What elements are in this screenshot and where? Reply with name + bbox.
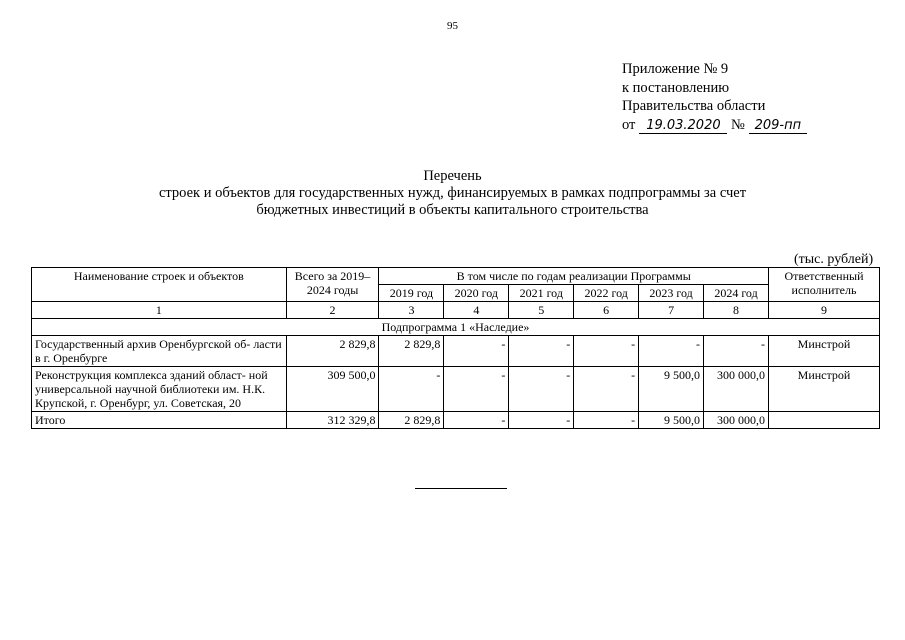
subprogram-title: Подпрограмма 1 «Наследие» [32,319,880,336]
total-label: Итого [32,412,287,429]
year-total: - [444,412,509,429]
column-number: 3 [379,302,444,319]
date-prefix: от [622,116,636,133]
title-line-2: строек и объектов для государственных нужд, финансируемых в рамках подпрограммы за счет [158,185,747,201]
year-value: 300 000,0 [704,367,769,412]
column-number: 4 [444,302,509,319]
appendix-line-3: Правительства области [622,98,766,114]
page-number: 95 [447,20,458,32]
table-row [32,367,880,412]
subprogram-row [32,319,880,336]
object-total: 2 829,8 [286,336,379,367]
column-number: 2 [286,302,379,319]
year-total: 2 829,8 [379,412,444,429]
title-line-1: Перечень [423,168,482,184]
year-value: 9 500,0 [639,367,704,412]
year-value: 2 829,8 [379,336,444,367]
handwritten-date: 19.03.2020 [639,119,727,134]
separator-line [415,488,507,489]
column-number: 6 [574,302,639,319]
objects-table [31,267,880,429]
year-value: - [444,336,509,367]
year-value: - [639,336,704,367]
year-value: - [509,367,574,412]
title-line-3: бюджетных инвестиций в объекты капитального строительства [256,202,649,218]
year-total: - [574,412,639,429]
year-total: 300 000,0 [704,412,769,429]
object-name: Реконструкция комплекса зданий област- ной универсальной научной библиотеки им. Н.К. Крупской, г. Оренбург, ул. Советская, 20 [32,367,287,412]
header-year: 2024 год [704,285,769,302]
object-responsible: Минстрой [768,367,879,412]
year-value: - [574,367,639,412]
year-value: - [509,336,574,367]
column-number: 9 [768,302,879,319]
header-total: Всего за 2019– 2024 годы [286,268,379,302]
year-value: - [704,336,769,367]
column-number: 8 [704,302,769,319]
total-responsible [768,412,879,429]
header-year: 2021 год [509,285,574,302]
header-by-years: В том числе по годам реализации Программы [379,268,768,285]
header-year: 2020 год [444,285,509,302]
column-numbers-row [32,302,880,319]
object-total: 309 500,0 [286,367,379,412]
column-number: 1 [32,302,287,319]
number-prefix: № [731,116,745,133]
year-total: - [509,412,574,429]
units-label: (тыс. рублей) [794,252,874,267]
column-number: 5 [509,302,574,319]
object-responsible: Минстрой [768,336,879,367]
appendix-date-line [622,116,807,135]
year-value: - [379,367,444,412]
appendix-line-2: к постановлению [622,79,730,96]
header-responsible: Ответственный исполнитель [768,268,879,302]
header-name: Наименование строек и объектов [32,268,287,302]
header-row-1 [32,268,880,285]
header-year: 2022 год [574,285,639,302]
handwritten-number: 209-пп [749,119,807,134]
grand-total: 312 329,8 [286,412,379,429]
year-total: 9 500,0 [639,412,704,429]
header-year: 2023 год [639,285,704,302]
appendix-block [622,60,807,134]
column-number: 7 [639,302,704,319]
appendix-line-1: Приложение № 9 [622,61,729,77]
table-row [32,336,880,367]
document-title [0,168,905,219]
year-value: - [574,336,639,367]
total-row [32,412,880,429]
header-year: 2019 год [379,285,444,302]
object-name: Государственный архив Оренбургской об- ласти в г. Оренбурге [32,336,287,367]
year-value: - [444,367,509,412]
